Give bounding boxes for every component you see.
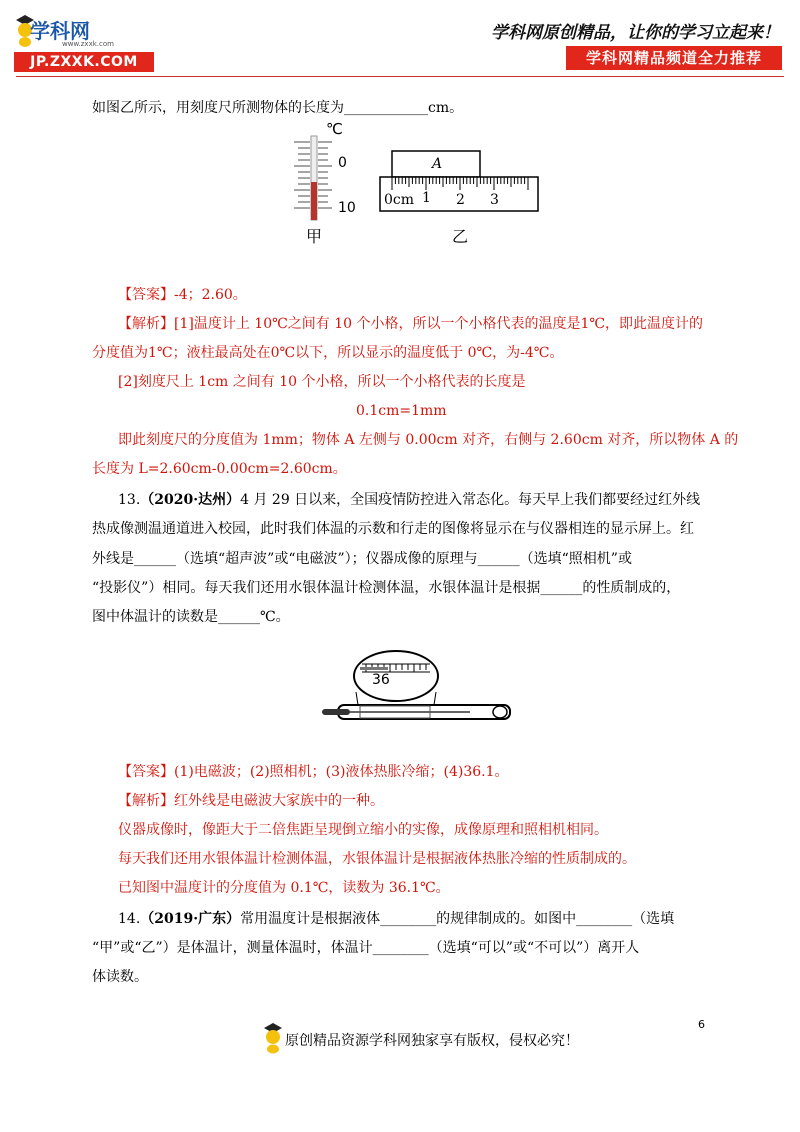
question-number: 14. — [118, 911, 141, 927]
ruler-label-3: 3 — [490, 192, 499, 208]
clinical-thermometer-diagram — [320, 648, 520, 730]
ruler-label-2: 2 — [456, 192, 465, 208]
q13-line5: 图中体温计的读数是______℃。 — [92, 609, 290, 625]
q13-line1 — [118, 490, 738, 511]
q13-analysis-line4: 已知图中温度计的分度值为 0.1℃，读数为 36.1℃。 — [118, 880, 450, 896]
q14-line1 — [118, 909, 738, 930]
q12-question-tail — [92, 98, 712, 119]
figure-label-yi: 乙 — [452, 227, 469, 246]
thermo-unit-label: ℃ — [326, 120, 343, 138]
ruler-label-1: 1 — [422, 190, 431, 206]
q12-text: 如图乙所示，用刻度尺所测物体的长度为 — [92, 100, 344, 116]
thermo-ten-label: 10 — [338, 200, 356, 216]
logo-url-small: www.zxxk.com — [62, 40, 114, 48]
footer-mascot-icon — [262, 1022, 284, 1058]
header-divider — [16, 76, 784, 77]
header-slogan: 学科网原创精品，让你的学习立起来！ — [491, 23, 780, 43]
analysis-tag: 【解析】 — [118, 316, 174, 332]
block-label-a: A — [432, 156, 443, 172]
q12-analysis-line5: 即此刻度尺的分度值为 1mm；物体 A 左侧与 0.00cm 对齐，右侧与 2.60cm 对齐，所以物体 A 的 — [118, 432, 739, 448]
q14-line3: 体读数。 — [92, 969, 148, 985]
answer-text: (1)电磁波；(2)照相机；(3)液体热胀冷缩；(4)36.1。 — [174, 764, 509, 780]
q13-line4: “投影仪”）相同。每天我们还用水银体温计检测体温，水银体温计是根据______的性质制成的， — [92, 580, 681, 596]
footer-copyright: 原创精品资源学科网独家享有版权，侵权必究！ — [285, 1033, 579, 1049]
question-source: （2019·广东） — [140, 911, 241, 927]
q12-analysis-formula: 0.1cm=1mm — [356, 403, 447, 419]
q12-answer — [118, 285, 738, 306]
answer-tag: 【答案】 — [118, 764, 174, 780]
q13-figure — [320, 648, 520, 730]
question-text: 常用温度计是根据液体________的规律制成的。如图中________（选填 — [240, 911, 675, 927]
page-number: 6 — [698, 1018, 705, 1031]
q13-analysis-line3: 每天我们还用水银体温计检测体温，水银体温计是根据液体热胀冷缩的性质制成的。 — [118, 851, 636, 867]
q13-line2: 热成像测温通道进入校园，此时我们体温的示数和行走的图像将显示在与仪器相连的显示屏上。红 — [92, 521, 694, 537]
q13-analysis-line1 — [118, 791, 738, 812]
logo-text: 学科网 — [30, 19, 90, 43]
thermo-zero-label: 0 — [338, 155, 347, 171]
q12-analysis-line1 — [118, 314, 738, 335]
logo-url-banner: JP.ZXXK.COM — [14, 52, 154, 72]
q14-line2: “甲”或“乙”）是体温计，测量体温时，体温计________（选填“可以”或“不可以”）离开人 — [92, 940, 640, 956]
question-text: 4 月 29 日以来，全国疫情防控进入常态化。每天早上我们都要经过红外线 — [240, 492, 701, 508]
recommend-banner: 学科网精品频道全力推荐 — [566, 46, 782, 70]
q12-analysis-line6: 长度为 L=2.60cm-0.00cm=2.60cm。 — [92, 461, 347, 477]
q12-analysis-line2: 分度值为1℃；液柱最高处在0℃以下，所以显示的温度低于 0℃，为-4℃。 — [92, 345, 564, 361]
question-source: （2020·达州） — [140, 492, 241, 508]
q12-unit: cm。 — [428, 100, 464, 116]
analysis-text: [1]温度计上 10℃之间有 10 个小格，所以一个小格代表的温度是1℃，即此温度计的 — [174, 316, 704, 332]
q12-blank: ____________ — [344, 100, 428, 116]
q13-line3: 外线是______（选填“超声波”或“电磁波”）；仪器成像的原理与______（选填“照相机”或 — [92, 551, 632, 567]
question-number: 13. — [118, 492, 141, 508]
figure-label-jia: 甲 — [306, 227, 323, 246]
analysis-text: 红外线是电磁波大家族中的一种。 — [174, 793, 384, 809]
answer-tag: 【答案】 — [118, 287, 174, 303]
analysis-tag: 【解析】 — [118, 793, 174, 809]
q13-analysis-line2: 仪器成像时，像距大于二倍焦距呈现倒立缩小的实像，成像原理和照相机相同。 — [118, 822, 608, 838]
q12-figure — [280, 118, 550, 248]
q13-answer — [118, 762, 738, 783]
ruler-label-0cm: 0cm — [384, 192, 415, 208]
thermometer-reading-label: 36 — [372, 672, 390, 688]
q12-analysis-line3: [2]刻度尺上 1cm 之间有 10 个小格，所以一个小格代表的长度是 — [118, 374, 526, 390]
answer-text: -4；2.60。 — [174, 287, 247, 303]
